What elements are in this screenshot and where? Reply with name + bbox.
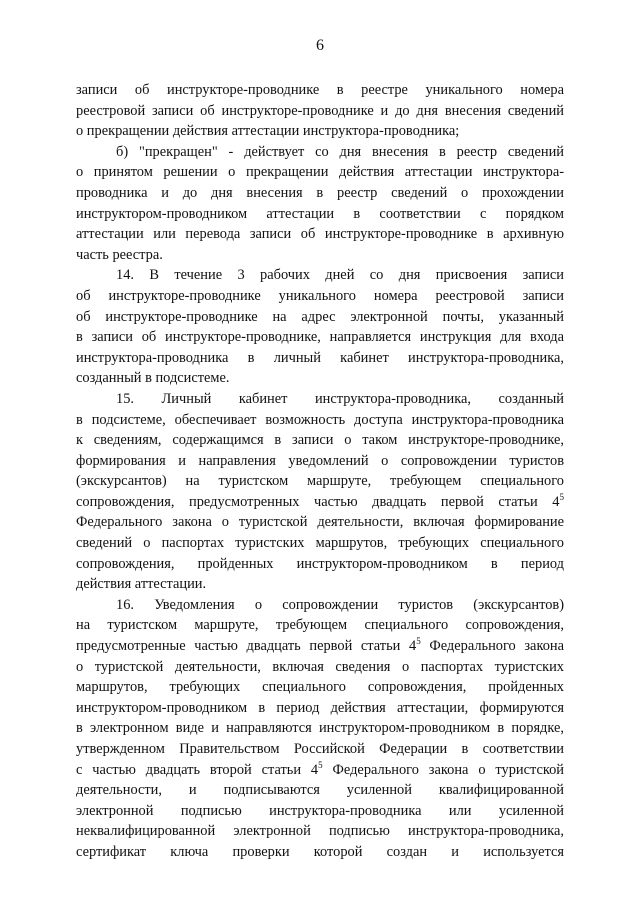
text-line: неквалифицированной электронной подписью инструктора-проводника, bbox=[76, 823, 564, 840]
text-line: о принятом решении о прекращении действия аттестации инструктора- bbox=[76, 164, 564, 181]
text-line: сопровождения, пройденных инструктором-проводником в период bbox=[76, 555, 564, 572]
text-line: инструктора-проводника в личный кабинет инструктора-проводника, bbox=[76, 349, 564, 366]
text-line: Федерального закона о туристской деятельности, включая формирование bbox=[76, 514, 564, 531]
text-line: на туристском маршруте, требующем специального сопровождения, bbox=[76, 617, 564, 634]
text-line: аттестации или перевода записи об инструкторе-проводнике в архивную bbox=[76, 226, 564, 243]
text-line: маршрутов, требующих специального сопровождения, пройденных bbox=[76, 679, 564, 696]
paragraph bbox=[76, 595, 564, 863]
text-line: действия аттестации. bbox=[76, 576, 207, 593]
text-line: об инструкторе-проводнике на адрес электронной почты, указанный bbox=[76, 308, 564, 325]
text-line: инструктором-проводником аттестации в соответствии с порядком bbox=[76, 205, 564, 222]
document-body bbox=[76, 80, 564, 863]
text-line: (экскурсантов) на туристском маршруте, требующем специального bbox=[76, 473, 564, 490]
text-line: к сведениям, содержащимся в записи о таком инструкторе-проводнике, bbox=[76, 432, 564, 449]
text-line: в подсистеме, обеспечивает возможность доступа инструктора-проводника bbox=[76, 411, 564, 428]
text-line: о туристской деятельности, включая сведения о паспортах туристских bbox=[76, 658, 564, 675]
text-line: созданный в подсистеме. bbox=[76, 370, 230, 387]
text-line: формирования и направления уведомлений о сопровождении туристов bbox=[76, 452, 564, 469]
paragraph bbox=[76, 80, 564, 142]
text-line: в электронном виде и направляются инструктором-проводником в порядке, bbox=[76, 720, 564, 737]
text-line: инструктором-проводником в период действия аттестации, формируются bbox=[76, 699, 564, 716]
text-line: в записи об инструкторе-проводнике, направляется инструкция для входа bbox=[76, 329, 564, 346]
text-line: записи об инструкторе-проводнике в реестре уникального номера bbox=[76, 82, 564, 98]
text-line: сведений о паспортах туристских маршрутов, требующих специального bbox=[76, 535, 564, 552]
text-line: реестровой записи об инструкторе-проводнике и до дня внесения сведений bbox=[76, 102, 564, 119]
text-line: об инструкторе-проводнике уникального номера реестровой записи bbox=[76, 287, 564, 304]
paragraph bbox=[76, 389, 564, 595]
text-line: 14. В течение 3 рабочих дней со дня присвоения записи bbox=[116, 267, 564, 284]
text-line: о прекращении действия аттестации инструктора-проводника; bbox=[76, 123, 460, 140]
text-line: проводника и до дня внесения в реестр сведений о прохождении bbox=[76, 184, 564, 201]
text-line: сопровождения, предусмотренных частью двадцать первой статьи $4^5$ bbox=[76, 491, 564, 510]
text-line: б) "прекращен" - действует со дня внесения в реестр сведений bbox=[116, 143, 564, 160]
page-number: 6 bbox=[316, 37, 324, 54]
text-line: деятельности, и подписываются усиленной квалифицированной bbox=[76, 782, 564, 799]
text-line: предусмотренные частью двадцать первой статьи $4^5$ Федерального закона bbox=[76, 636, 564, 655]
text-line: утвержденном Правительством Российской Федерации в соответствии bbox=[76, 741, 564, 757]
text-line: сертификат ключа проверки которой создан и используется bbox=[76, 843, 564, 860]
text-line: электронной подписью инструктора-проводника или усиленной bbox=[76, 802, 564, 819]
text-line: 15. Личный кабинет инструктора-проводника, созданный bbox=[116, 390, 564, 407]
text-line: с частью двадцать второй статьи $4^5$ Федерального закона о туристской bbox=[76, 759, 564, 778]
paragraph bbox=[76, 142, 564, 266]
paragraph bbox=[76, 265, 564, 389]
text-line: часть реестра. bbox=[76, 246, 163, 263]
text-line: 16. Уведомления о сопровождении туристов (экскурсантов) bbox=[116, 596, 564, 613]
